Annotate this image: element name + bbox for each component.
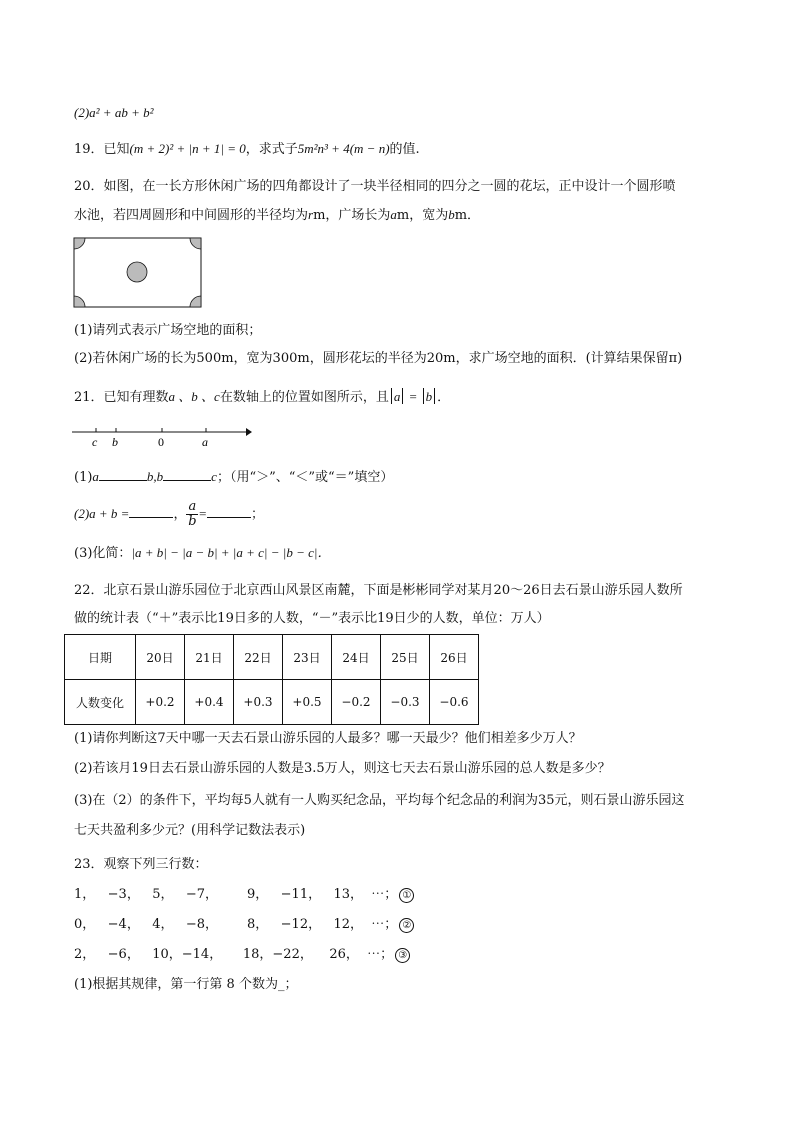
q20-line2: 水池，若四周圆形和中间圆形的半径均为rm，广场长为am，宽为bm．: [74, 207, 481, 223]
plaza-diagram: [73, 237, 203, 309]
q23-row-2: 0， −4， 4， −8， 8， −12， 12， ⋯； ②: [74, 916, 414, 934]
number-line: [72, 424, 252, 450]
answer-blank[interactable]: [163, 466, 211, 481]
q22-line1: 22．北京石景山游乐园位于北京西山风景区南麓，下面是彬彬同学对某月20～26日去石景山游乐园人数所: [74, 583, 683, 598]
axis-label-b: b: [112, 435, 118, 449]
q21-part3: (3)化简：|a + b| − |a − b| + |a + c| − |b − c|．: [74, 545, 331, 561]
q21-part2: (2)a + b = ， $\frac{a}{b}$ = ；: [74, 499, 265, 529]
table-row: 日期 20日 21日 22日 23日 24日 25日 26日: [65, 635, 479, 680]
q21-line1: 21．已知有理数a 、b 、c在数轴上的位置如图所示，且 a = b ．: [74, 389, 451, 405]
fraction-a-over-b: $\frac{a}{b}$: [188, 499, 197, 529]
q23-part1: (1)根据其规律，第一行第 8 个数为_；: [74, 977, 298, 992]
q22-part1: (1)请你判断这7天中哪一天去石景山游乐园的人最多？哪一天最少？他们相差多少万人？: [74, 731, 582, 746]
q23-title: 23．观察下列三行数：: [74, 857, 208, 872]
axis-label-c: c: [92, 435, 98, 449]
table-row: 人数变化 +0.2 +0.4 +0.3 +0.5 −0.2 −0.3 −0.6: [65, 680, 479, 725]
q22-part2: (2)若该月19日去石景山游乐园的人数是3.5万人，则这七天去石景山游乐园的总人数是多少？: [74, 761, 611, 776]
q23-row-3: 2， −6， 10，−14， 18，−22， 26， ⋯； ③: [74, 946, 410, 964]
center-fountain: [127, 262, 147, 282]
axis-label-0: 0: [158, 435, 164, 449]
answer-blank[interactable]: [207, 503, 251, 518]
q23-row-1: 1， −3， 5， −7， 9， −11， 13， ⋯； ①: [74, 886, 414, 904]
q22-part3a: (3)在（2）的条件下，平均每5人就有一人购买纪念品，平均每个纪念品的利润为35元，则石景山游乐园这: [74, 793, 685, 808]
q22-line2: 做的统计表（“＋”表示比19日多的人数，“－”表示比19日少的人数，单位：万人）: [74, 611, 550, 626]
q19: 19．已知(m + 2)² + |n + 1| = 0，求式子5m²n³ + 4(m − n)的值.: [74, 141, 420, 157]
visitor-change-table: [64, 634, 479, 725]
q20-line1: 20．如图，在一长方形休闲广场的四角都设计了一块半径相同的四分之一圆的花坛，正中设计一个圆形喷: [74, 179, 676, 194]
arrow-icon: [246, 428, 252, 436]
q20-part1: (1)请列式表示广场空地的面积；: [74, 323, 262, 338]
q21-part1: (1)a b,b c；（用“＞”、“＜”或“＝”填空）: [74, 466, 393, 487]
q20-part2: (2)若休闲广场的长为500m，宽为300m，圆形花坛的半径为20m，求广场空地的面积．(计算结果保留π): [74, 351, 683, 366]
answer-blank[interactable]: [99, 466, 147, 481]
answer-blank[interactable]: [129, 503, 173, 518]
q22-part3b: 七天共盈利多少元？(用科学记数法表示): [74, 823, 306, 838]
axis-label-a: a: [202, 435, 208, 449]
q18-part2: (2)a² + ab + b²: [74, 105, 154, 120]
